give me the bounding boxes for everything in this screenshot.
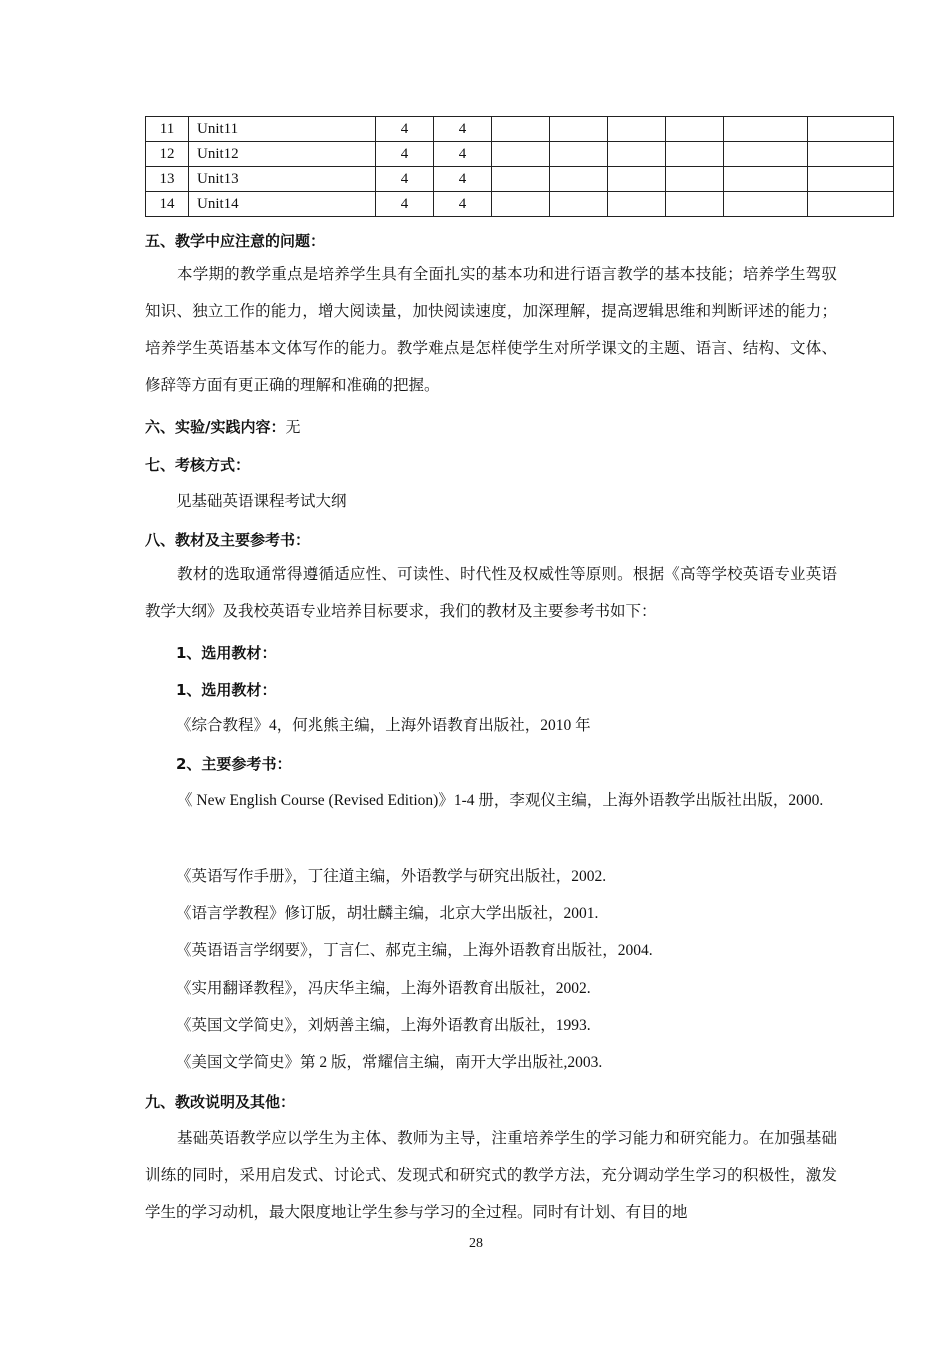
empty-cell (550, 142, 608, 167)
empty-cell (666, 117, 724, 142)
assessment-text: 见基础英语课程考试大纲 (176, 493, 347, 510)
empty-cell (492, 117, 550, 142)
unit-number: 12 (146, 142, 189, 167)
unit-hours: 4 (376, 142, 434, 167)
table-row (146, 117, 894, 142)
unit-hours: 4 (434, 142, 492, 167)
section-heading-experiment (145, 417, 301, 438)
reference-entry: 《英语写作手册》，丁往道主编，外语教学与研究出版社，2002. (176, 868, 607, 885)
table-row (146, 142, 894, 167)
reference-entry-main: 《 New English Course (Revised Edition)》1-4 册，李观仪主编，上海外语教学出版社出版，2000. (177, 792, 824, 809)
empty-cell (808, 167, 894, 192)
textbook-entry: 《综合教程》4，何兆熊主编，上海外语教育出版社，2010 年 (176, 717, 591, 734)
unit-name: Unit11 (189, 117, 376, 142)
subheading-references: 2、主要参考书： (176, 755, 292, 773)
empty-cell (666, 192, 724, 217)
empty-cell (808, 142, 894, 167)
empty-cell (608, 167, 666, 192)
reference-entry: 《英国文学简史》，刘炳善主编，上海外语教育出版社，1993. (176, 1017, 591, 1034)
subheading-selected-textbook: 1、选用教材： (176, 644, 277, 662)
empty-cell (724, 167, 808, 192)
section-heading-value: 无 (285, 420, 301, 436)
unit-number: 11 (146, 117, 189, 142)
section-heading-reform-notes: 九、教改说明及其他： (145, 1093, 296, 1111)
empty-cell (724, 142, 808, 167)
empty-cell (666, 167, 724, 192)
unit-name: Unit14 (189, 192, 376, 217)
reference-entry: 《英语语言学纲要》，丁言仁、郝克主编，上海外语教育出版社，2004. (176, 942, 653, 959)
reference-entry: 《美国文学简史》第 2 版，常耀信主编，南开大学出版社,2003. (176, 1054, 603, 1071)
page-number: 28 (469, 1236, 483, 1251)
unit-hours: 4 (376, 117, 434, 142)
unit-hours: 4 (376, 192, 434, 217)
table-row (146, 167, 894, 192)
unit-number: 13 (146, 167, 189, 192)
empty-cell (608, 117, 666, 142)
empty-cell (608, 192, 666, 217)
reference-entry: 《实用翻译教程》，冯庆华主编，上海外语教育出版社，2002. (176, 980, 591, 997)
empty-cell (492, 167, 550, 192)
empty-cell (492, 192, 550, 217)
unit-hours: 4 (434, 192, 492, 217)
subheading-selected-textbook-repeat: 1、选用教材： (176, 681, 277, 699)
empty-cell (550, 192, 608, 217)
empty-cell (724, 192, 808, 217)
empty-cell (550, 117, 608, 142)
empty-cell (808, 117, 894, 142)
empty-cell (808, 192, 894, 217)
paragraph-textbook-principles: 教材的选取通常得遵循适应性、可读性、时代性及权威性等原则。根据《高等学校英语专业英语教学大纲》及我校英语专业培养目标要求，我们的教材及主要参考书如下： (145, 566, 837, 620)
empty-cell (666, 142, 724, 167)
empty-cell (608, 142, 666, 167)
unit-number: 14 (146, 192, 189, 217)
section-heading-label: 六、实验/实践内容： (145, 418, 286, 436)
empty-cell (550, 167, 608, 192)
paragraph-reform-notes: 基础英语教学应以学生为主体、教师为主导，注重培养学生的学习能力和研究能力。在加强基础训练的同时，采用启发式、讨论式、发现式和研究式的教学方法，充分调动学生学习的积极性，激发学生的学习动机，最大限度地让学生参与学习的全过程。同时有计划、有目的地 (145, 1130, 837, 1221)
paragraph-teaching-focus: 本学期的教学重点是培养学生具有全面扎实的基本功和进行语言教学的基本技能；培养学生驾驭知识、独立工作的能力，增大阅读量，加快阅读速度，加深理解，提高逻辑思维和判断评述的能力；培养学生英语基本文体写作的能力。教学难点是怎样使学生对所学课文的主题、语言、结构、文体、修辞等方面有更正确的理解和准确的把握。 (145, 266, 837, 394)
unit-name: Unit13 (189, 167, 376, 192)
section-heading-assessment: 七、考核方式： (145, 456, 251, 474)
table-row (146, 192, 894, 217)
empty-cell (724, 117, 808, 142)
unit-hours: 4 (376, 167, 434, 192)
section-heading-textbooks: 八、教材及主要参考书： (145, 531, 311, 549)
reference-entry: 《语言学教程》修订版，胡壮麟主编，北京大学出版社，2001. (176, 905, 599, 922)
course-units-table (145, 116, 894, 217)
unit-name: Unit12 (189, 142, 376, 167)
unit-hours: 4 (434, 167, 492, 192)
section-heading-teaching-notes: 五、教学中应注意的问题： (145, 232, 326, 250)
unit-hours: 4 (434, 117, 492, 142)
empty-cell (492, 142, 550, 167)
